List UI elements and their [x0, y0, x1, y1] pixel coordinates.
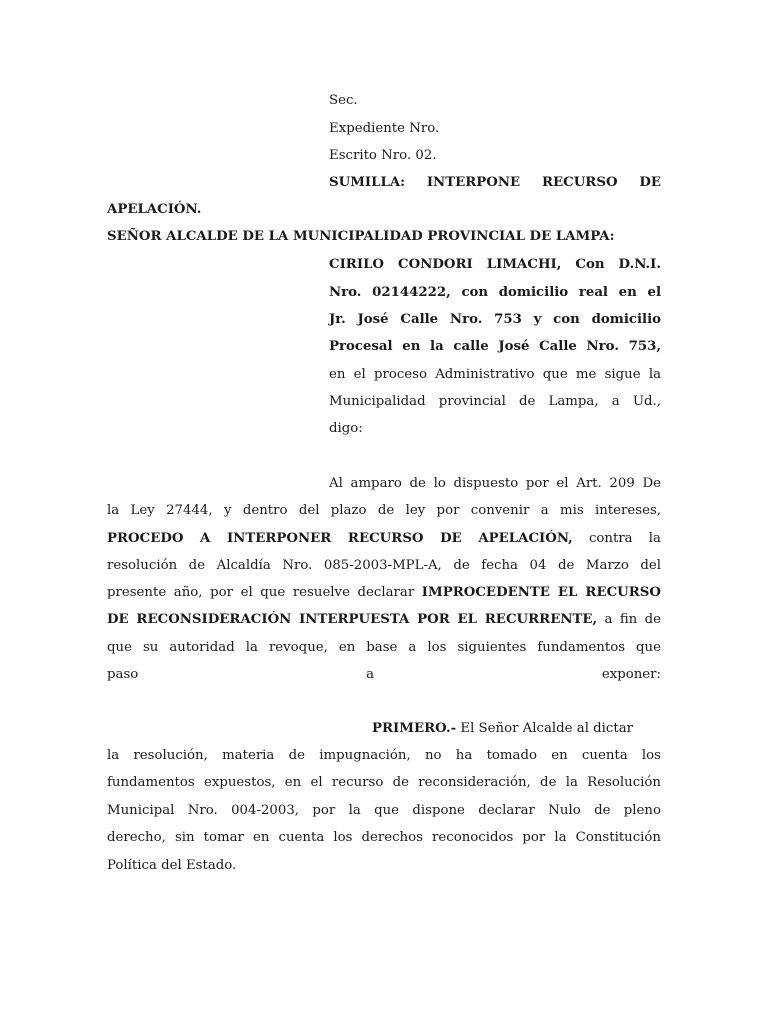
intro-line-5: en el proceso Administrativo que me sigue la [329, 367, 661, 382]
para2-line-2: la resolución, materia de impugnación, no ha tomado en cuenta los [107, 748, 661, 763]
para2-line-3: fundamentos expuestos, en el recurso de reconsideración, de la Resolución [107, 775, 661, 790]
expediente-line: Expediente Nro. [329, 121, 440, 136]
para1-presente: presente año, por el que resuelve declarar [107, 585, 415, 600]
intro-line-4: Procesal en la calle José Calle Nro. 753, [329, 339, 661, 354]
para1-line-3 [107, 530, 661, 548]
para2-line-5: derecho, sin tomar en cuenta los derechos reconocidos por la Constitución [107, 830, 661, 845]
para1-bold-procedo: PROCEDO A INTERPONER RECURSO DE APELACIÓN, [107, 531, 573, 546]
intro-line-2: Nro. 02144222, con domicilio real en el [329, 285, 661, 300]
para2-line-1 [372, 720, 633, 738]
para1-line-1: Al amparo de lo dispuesto por el Art. 209 De [329, 476, 661, 491]
para2-line-4: Municipal Nro. 004-2003, por la que dispone declarar Nulo de pleno [107, 803, 661, 818]
para1-bold-reconsideracion: DE RECONSIDERACIÓN INTERPUESTA POR EL RECURRENTE, [107, 612, 598, 627]
para2-alcalde: El Señor Alcalde al dictar [460, 721, 634, 736]
para1-afin: a fin de [604, 612, 661, 627]
intro-line-7: digo: [329, 421, 363, 436]
para1-contra: contra la [588, 531, 661, 546]
escrito-line: Escrito Nro. 02. [329, 148, 437, 163]
para1-bold-improcedente: IMPROCEDENTE EL RECURSO [421, 585, 661, 600]
intro-line-3: Jr. José Calle Nro. 753 y con domicilio [329, 312, 661, 327]
para1-line-5 [107, 584, 661, 602]
addressee: SEÑOR ALCALDE DE LA MUNICIPALIDAD PROVINCIAL DE LAMPA: [107, 229, 615, 244]
para2-line-6: Política del Estado. [107, 858, 237, 873]
primero-heading: PRIMERO.- [372, 721, 457, 736]
para1-line-2: la Ley 27444, y dentro del plazo de ley por convenir a mis intereses, [107, 503, 661, 518]
sumilla-line-1: SUMILLA: INTERPONE RECURSO DE [329, 175, 661, 190]
intro-line-1: CIRILO CONDORI LIMACHI, Con D.N.I. [329, 257, 661, 272]
para1-line-6 [107, 611, 661, 629]
para1-line-8: paso a exponer: [107, 667, 661, 682]
para1-line-7: que su autoridad la revoque, en base a los siguientes fundamentos que [107, 640, 661, 655]
sumilla-line-2: APELACIÓN. [107, 202, 202, 217]
intro-line-6: Municipalidad provincial de Lampa, a Ud., [329, 394, 661, 409]
para1-line-4: resolución de Alcaldía Nro. 085-2003-MPL-A, de fecha 04 de Marzo del [107, 558, 661, 573]
sec-line: Sec. [329, 93, 358, 108]
